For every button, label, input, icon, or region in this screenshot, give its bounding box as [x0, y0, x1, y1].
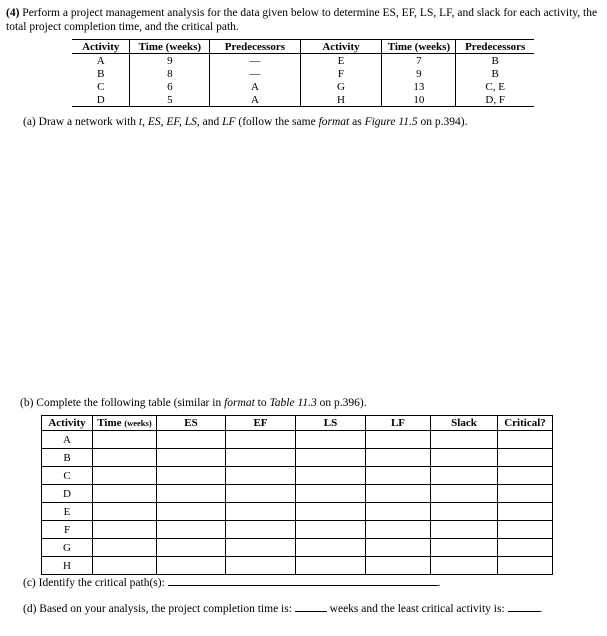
answer-cell-critical[interactable]	[498, 485, 553, 503]
answer-header-ls: LS	[296, 416, 366, 431]
table-cell: 9	[382, 67, 456, 80]
table-cell: E	[300, 54, 382, 68]
answer-cell-time[interactable]	[93, 485, 157, 503]
header-activity-1: Activity	[72, 40, 130, 54]
table-cell: H	[300, 93, 382, 107]
table-cell: 7	[382, 54, 456, 68]
data-table-header-row	[72, 40, 534, 54]
answer-cell-time[interactable]	[93, 557, 157, 575]
answer-cell-slack[interactable]	[431, 449, 498, 467]
table-row	[42, 557, 553, 575]
answer-cell-ef[interactable]	[226, 431, 296, 449]
answer-cell-ls[interactable]	[296, 539, 366, 557]
answer-cell-lf[interactable]	[366, 449, 431, 467]
part-d-text-1: (d) Based on your analysis, the project completion time is:	[23, 603, 292, 615]
part-a-figure-ref: Figure 11.5	[364, 116, 418, 128]
table-row	[42, 449, 553, 467]
answer-cell-time[interactable]	[93, 467, 157, 485]
answer-cell-ls[interactable]	[296, 521, 366, 539]
part-a-var-lf: LF	[222, 116, 236, 128]
answer-cell-ef[interactable]	[226, 503, 296, 521]
answer-cell-ef[interactable]	[226, 449, 296, 467]
table-cell: —	[210, 54, 300, 68]
part-a-instruction	[23, 116, 467, 128]
data-table-row	[72, 80, 534, 93]
answer-cell-slack[interactable]	[431, 467, 498, 485]
part-b-table-ref: Table 11.3	[269, 397, 317, 409]
answer-cell-slack[interactable]	[431, 539, 498, 557]
answer-cell-es[interactable]	[157, 485, 226, 503]
answer-cell-critical[interactable]	[498, 449, 553, 467]
table-cell: D, F	[456, 93, 534, 107]
answer-cell-lf[interactable]	[366, 503, 431, 521]
answer-cell-lf[interactable]	[366, 539, 431, 557]
least-critical-answer-blank[interactable]	[508, 611, 540, 612]
table-cell: A	[210, 93, 300, 107]
answer-table-header-row	[42, 416, 553, 431]
answer-cell-es[interactable]	[157, 557, 226, 575]
answer-cell-ef[interactable]	[226, 467, 296, 485]
answer-header-ef: EF	[226, 416, 296, 431]
table-cell: 6	[130, 80, 210, 93]
answer-cell-es[interactable]	[157, 521, 226, 539]
table-cell: B	[491, 54, 499, 67]
table-row	[42, 521, 553, 539]
part-d-end: .	[539, 603, 543, 615]
part-a-format: format	[318, 116, 350, 128]
table-cell: A	[72, 54, 130, 68]
part-a-prefix: (a) Draw a network with	[23, 116, 139, 128]
activity-cell: E	[42, 503, 93, 521]
answer-cell-critical[interactable]	[498, 557, 553, 575]
answer-cell-critical[interactable]	[498, 467, 553, 485]
answer-cell-ls[interactable]	[296, 485, 366, 503]
activity-cell: A	[42, 431, 93, 449]
answer-cell-ef[interactable]	[226, 539, 296, 557]
answer-header-lf: LF	[366, 416, 431, 431]
answer-cell-ls[interactable]	[296, 557, 366, 575]
question-number: (4)	[6, 7, 20, 19]
table-cell: D	[72, 93, 130, 107]
part-b-format: format	[224, 397, 255, 409]
table-row	[42, 503, 553, 521]
answer-table	[41, 415, 553, 575]
table-cell: B	[72, 67, 130, 80]
table-cell: B	[491, 67, 499, 80]
answer-cell-slack[interactable]	[431, 485, 498, 503]
header-activity-2: Activity	[300, 40, 382, 54]
answer-header-critical: Critical?	[498, 416, 553, 431]
answer-cell-slack[interactable]	[431, 521, 498, 539]
answer-cell-critical[interactable]	[498, 521, 553, 539]
answer-header-slack: Slack	[431, 416, 498, 431]
activity-cell: G	[42, 539, 93, 557]
activity-data-table	[72, 39, 534, 107]
answer-cell-es[interactable]	[157, 503, 226, 521]
part-b-suffix: on p.396).	[316, 397, 367, 409]
table-cell: A	[210, 80, 300, 93]
data-table-row	[72, 67, 534, 80]
part-a-as: as	[349, 116, 365, 128]
answer-header-activity: Activity	[42, 416, 93, 431]
activity-cell: F	[42, 521, 93, 539]
answer-header-time: Time (weeks)	[93, 416, 157, 431]
part-a-and: and	[199, 116, 223, 128]
answer-cell-critical[interactable]	[498, 431, 553, 449]
table-row	[42, 467, 553, 485]
table-cell: C	[72, 80, 130, 93]
table-cell: —	[210, 67, 300, 80]
answer-cell-time[interactable]	[93, 521, 157, 539]
table-cell: 13	[382, 80, 456, 93]
answer-cell-es[interactable]	[157, 467, 226, 485]
part-d-text-2: weeks and the least critical activity is:	[329, 603, 505, 615]
answer-cell-lf[interactable]	[366, 521, 431, 539]
part-a-suffix: on p.394).	[417, 116, 468, 128]
activity-cell: H	[42, 557, 93, 575]
answer-cell-slack[interactable]	[431, 503, 498, 521]
answer-header-es: ES	[157, 416, 226, 431]
answer-cell-time[interactable]	[93, 431, 157, 449]
header-predecessors-1: Predecessors	[210, 40, 300, 54]
answer-cell-time[interactable]	[93, 503, 157, 521]
answer-cell-ls[interactable]	[296, 449, 366, 467]
table-cell: 8	[130, 67, 210, 80]
activity-cell: D	[42, 485, 93, 503]
part-d-question	[23, 603, 542, 615]
answer-cell-lf[interactable]	[366, 557, 431, 575]
table-cell: C, E	[485, 80, 505, 93]
answer-cell-ef[interactable]	[226, 485, 296, 503]
header-predecessors-2: Predecessors	[456, 40, 534, 54]
data-table-row	[72, 93, 534, 107]
table-row	[42, 539, 553, 557]
answer-cell-ls[interactable]	[296, 503, 366, 521]
answer-cell-lf[interactable]	[366, 467, 431, 485]
header-time-1: Time (weeks)	[130, 40, 210, 54]
answer-cell-es[interactable]	[157, 431, 226, 449]
part-a-vars: t, ES, EF, LS,	[138, 116, 200, 128]
activity-cell: C	[42, 467, 93, 485]
table-row	[42, 431, 553, 449]
header-time-2: Time (weeks)	[382, 40, 456, 54]
table-cell: 5	[130, 93, 210, 107]
table-row	[42, 485, 553, 503]
answer-cell-critical[interactable]	[498, 503, 553, 521]
question-body: Perform a project management analysis for the data given below to determine ES, EF, LS, LF, and slack for each activity, the total project completion time, and the critical path.	[6, 7, 598, 33]
answer-cell-lf[interactable]	[366, 485, 431, 503]
answer-cell-ef[interactable]	[226, 521, 296, 539]
answer-cell-es[interactable]	[157, 539, 226, 557]
answer-cell-critical[interactable]	[498, 539, 553, 557]
activity-cell: B	[42, 449, 93, 467]
network-drawing-area[interactable]	[20, 132, 590, 390]
answer-cell-time[interactable]	[93, 539, 157, 557]
part-a-mid: (follow the same	[235, 116, 319, 128]
part-b-to: to	[254, 397, 270, 409]
table-cell: F	[300, 67, 382, 80]
part-c-text: (c) Identify the critical path(s):	[23, 577, 165, 589]
answer-cell-es[interactable]	[157, 449, 226, 467]
table-cell: 10	[382, 93, 456, 107]
answer-cell-ef[interactable]	[226, 557, 296, 575]
table-cell: 9	[130, 54, 210, 68]
answer-cell-ls[interactable]	[296, 467, 366, 485]
part-b-instruction	[20, 397, 367, 409]
answer-cell-time[interactable]	[93, 449, 157, 467]
answer-cell-ls[interactable]	[296, 431, 366, 449]
critical-path-answer-blank[interactable]	[168, 585, 438, 586]
answer-cell-slack[interactable]	[431, 431, 498, 449]
answer-cell-lf[interactable]	[366, 431, 431, 449]
completion-time-answer-blank[interactable]	[295, 611, 327, 612]
table-cell: G	[300, 80, 382, 93]
part-c-question	[23, 577, 441, 589]
answer-cell-slack[interactable]	[431, 557, 498, 575]
part-c-end: .	[437, 577, 441, 589]
question-text	[6, 6, 602, 34]
part-b-prefix: (b) Complete the following table (similar in	[20, 397, 225, 409]
data-table-row	[72, 54, 534, 68]
